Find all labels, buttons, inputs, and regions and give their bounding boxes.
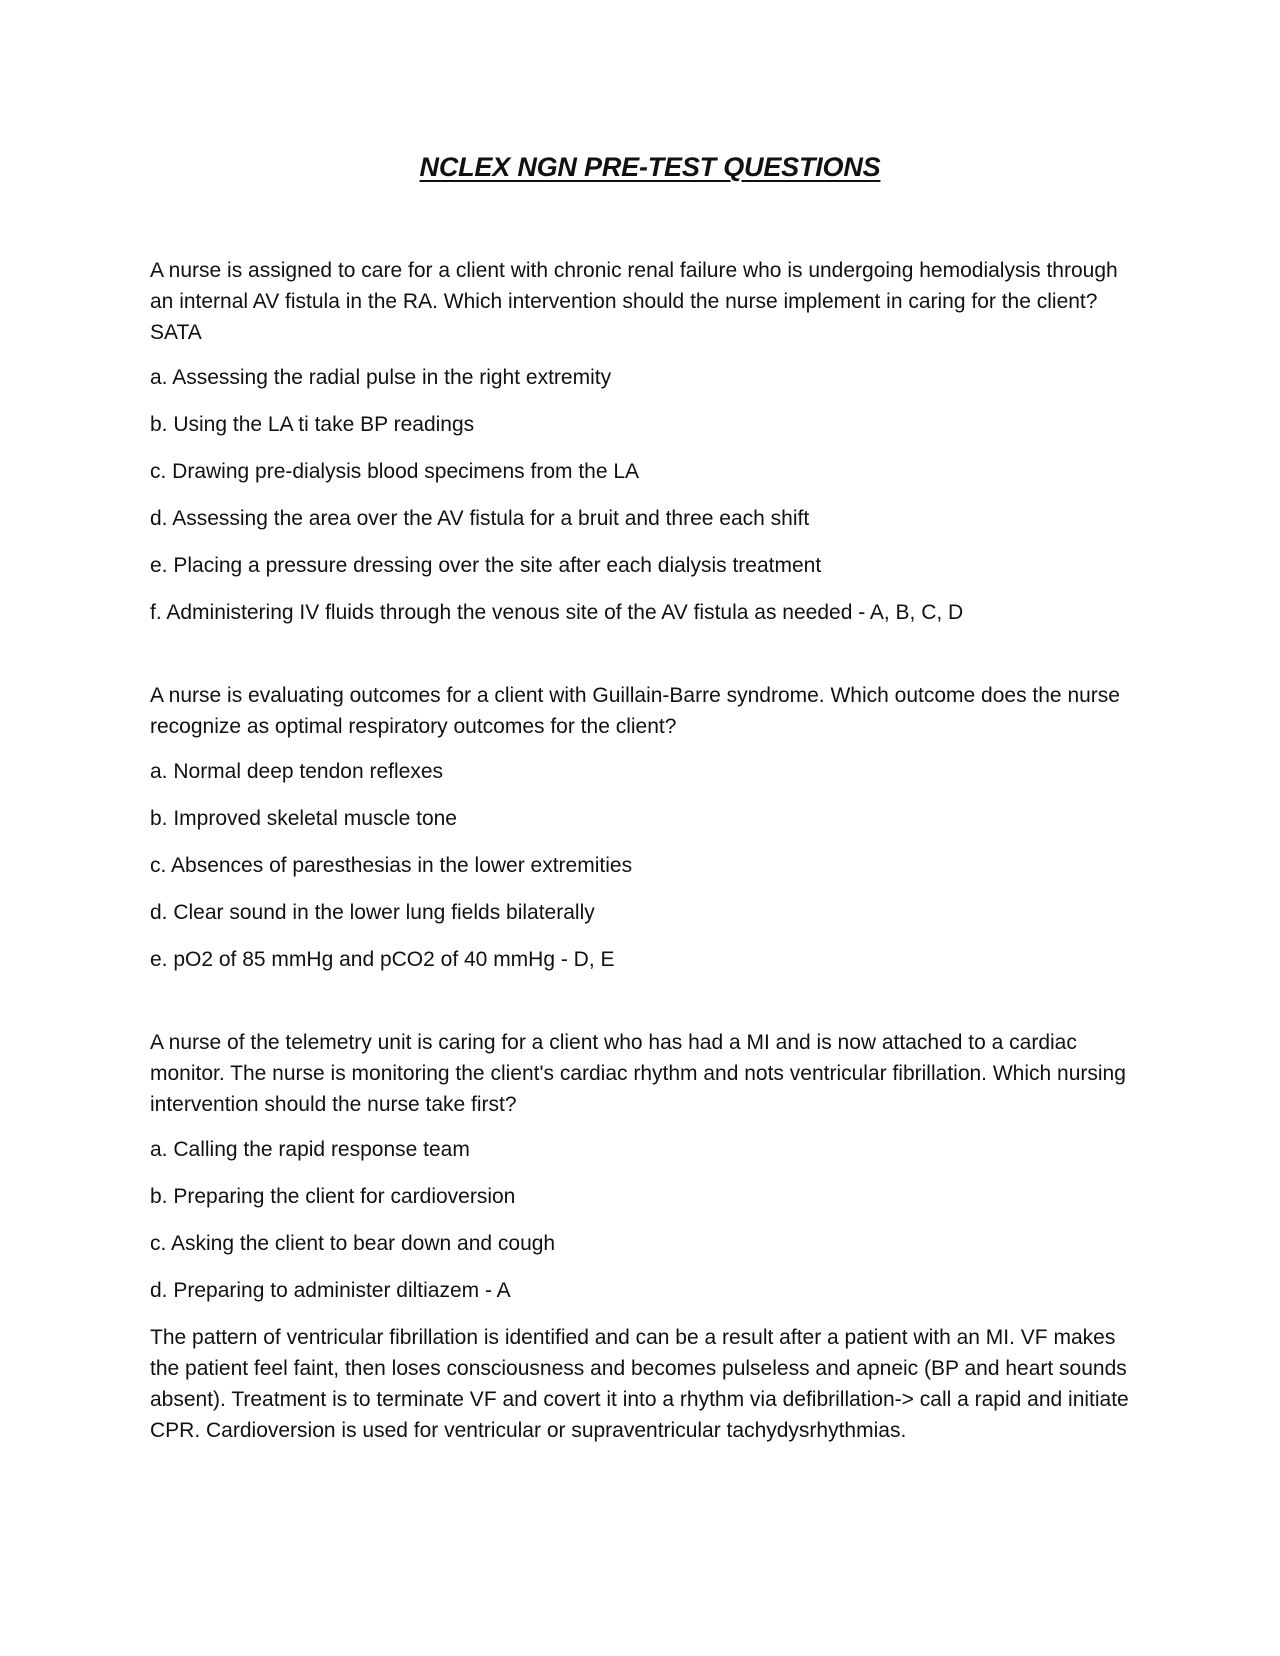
answer-option-a: a. Calling the rapid response team (150, 1138, 470, 1161)
answer-option-b: b. Using the LA ti take BP readings (150, 413, 475, 436)
question-3 (150, 1027, 1140, 1446)
answer-option-c: c. Absences of paresthesias in the lower extremities (150, 854, 633, 877)
answer-option-e: e. Placing a pressure dressing over the site after each dialysis treatment (150, 554, 822, 577)
answer-option-c: c. Drawing pre-dialysis blood specimens from the LA (150, 460, 640, 483)
question-stem: A nurse is assigned to care for a client with chronic renal failure who is undergoing hemodialysis through an internal AV fistula in the RA. Which intervention should the nurse implement in caring for the client? SATA (150, 259, 1118, 344)
answer-option-b: b. Improved skeletal muscle tone (150, 807, 457, 830)
answer-option-e: e. pO2 of 85 mmHg and pCO2 of 40 mmHg - D, E (150, 948, 615, 971)
answer-option-d: d. Assessing the area over the AV fistula for a bruit and three each shift (150, 507, 810, 530)
answer-option-d: d. Preparing to administer diltiazem - A (150, 1279, 511, 1302)
rationale-paragraph: The pattern of ventricular fibrillation is identified and can be a result after a patient with an MI. VF makes the patient feel faint, then loses consciousness and becomes pulseless and apneic (BP and heart sounds absent). Treatment is to terminate VF and covert it into a rhythm via defibrillation-> call a rapid and initiate CPR. Cardioversion is used for ventricular or supraventricular tachydysrhythmias. (150, 1326, 1129, 1442)
answer-option-a: a. Assessing the radial pulse in the right extremity (150, 366, 612, 389)
question-stem: A nurse of the telemetry unit is caring for a client who has had a MI and is now attached to a cardiac monitor. The nurse is monitoring the client's cardiac rhythm and nots ventricular fibrillation. Which nursing intervention should the nurse take first? (150, 1031, 1126, 1116)
document-title: NCLEX NGN PRE-TEST QUESTIONS (419, 152, 881, 182)
answer-option-d: d. Clear sound in the lower lung fields bilaterally (150, 901, 595, 924)
question-2 (150, 680, 1140, 975)
question-stem: A nurse is evaluating outcomes for a client with Guillain-Barre syndrome. Which outcome does the nurse recognize as optimal respiratory outcomes for the client? (150, 684, 1120, 738)
answer-option-c: c. Asking the client to bear down and cough (150, 1232, 556, 1255)
answer-option-b: b. Preparing the client for cardioversion (150, 1185, 516, 1208)
answer-option-f: f. Administering IV fluids through the venous site of the AV fistula as needed - A, B, C, D (150, 601, 964, 624)
question-1 (150, 255, 1140, 628)
answer-option-a: a. Normal deep tendon reflexes (150, 760, 444, 783)
